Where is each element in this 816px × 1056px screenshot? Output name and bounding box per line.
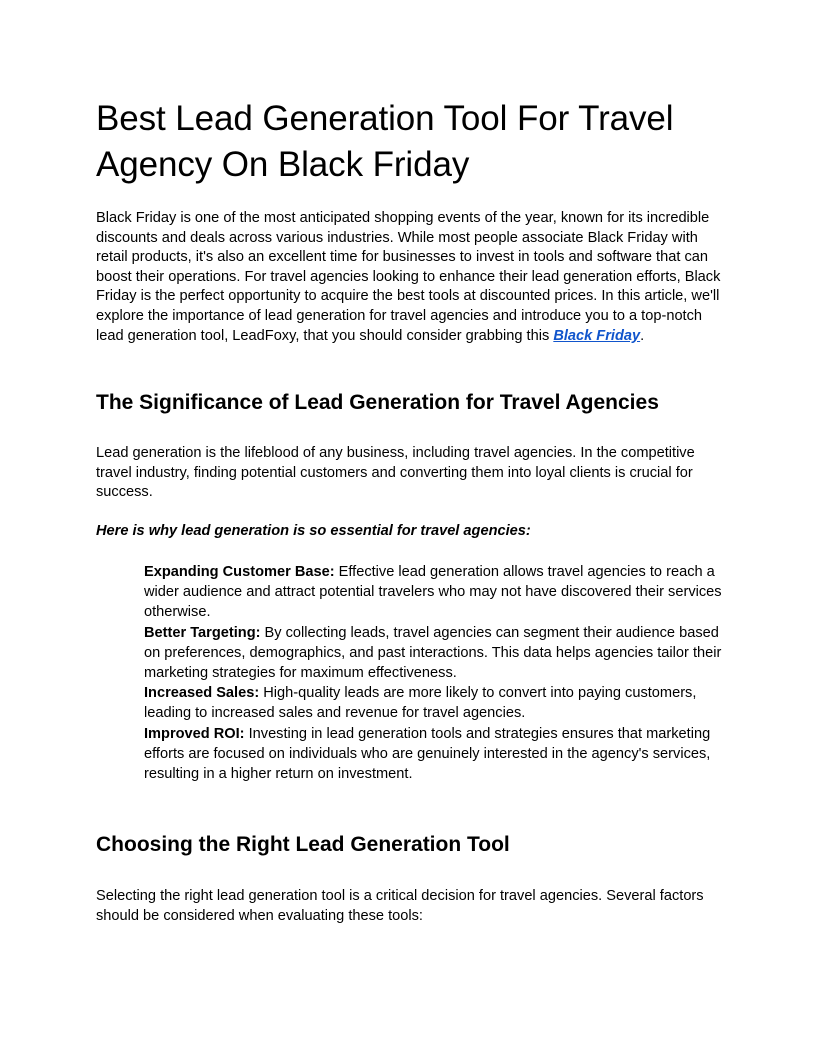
section-heading-significance: The Significance of Lead Generation for Travel Agencies (96, 391, 659, 414)
reasons-list (144, 562, 724, 784)
intro-paragraph (96, 209, 722, 346)
list-item (144, 724, 724, 785)
section-paragraph-choosing: Selecting the right lead generation tool is a critical decision for travel agencies. Several factors should be considered when evaluating these tools: (96, 888, 704, 924)
emphasis-line: Here is why lead generation is so essential for travel agencies: (96, 523, 531, 539)
list-item-text: High-quality leads are more likely to convert into paying customers, leading to increased sales and revenue for travel agencies. (144, 685, 697, 722)
list-item (144, 623, 724, 684)
list-item-text: Effective lead generation allows travel agencies to reach a wider audience and attract potential travelers who may not have discovered their services otherwise. (144, 564, 722, 621)
intro-text: Black Friday is one of the most anticipated shopping events of the year, known for its incredible discounts and deals across various industries. While most people associate Black Friday with retail products, it's also an excellent time for businesses to invest in tools and software that can boost their operations. For travel agencies looking to enhance their lead generation efforts, Black Friday is the perfect opportunity to acquire the best tools at discounted prices. In this article, we'll explore the importance of lead generation for travel agencies and introduce you to a top-notch lead generation tool, LeadFoxy, that you should consider grabbing this (96, 210, 721, 344)
list-item (144, 562, 724, 623)
list-item-term: Increased Sales: (144, 685, 260, 702)
intro-trailing: . (640, 327, 645, 344)
list-item-term: Expanding Customer Base: (144, 564, 335, 580)
document-title: Best Lead Generation Tool For Travel Agency On Black Friday (96, 99, 674, 184)
black-friday-link[interactable]: Black Friday (553, 327, 641, 344)
section-heading-choosing: Choosing the Right Lead Generation Tool (96, 833, 510, 856)
list-item-text: By collecting leads, travel agencies can segment their audience based on preferences, demographics, and past interactions. This data helps agencies tailor their marketing strategies for maximum effectiveness. (144, 624, 722, 682)
list-item-text: Investing in lead generation tools and strategies ensures that marketing efforts are focused on individuals who are genuinely interested in the agency's services, resulting in a higher return on investment. (144, 725, 711, 783)
list-item (144, 683, 724, 723)
list-item-term: Improved ROI: (144, 725, 245, 742)
list-item-term: Better Targeting: (144, 624, 261, 641)
document-page (96, 96, 722, 924)
section-paragraph-significance: Lead generation is the lifeblood of any business, including travel agencies. In the competitive travel industry, finding potential customers and converting them into loyal clients is crucial for success. (96, 445, 695, 501)
